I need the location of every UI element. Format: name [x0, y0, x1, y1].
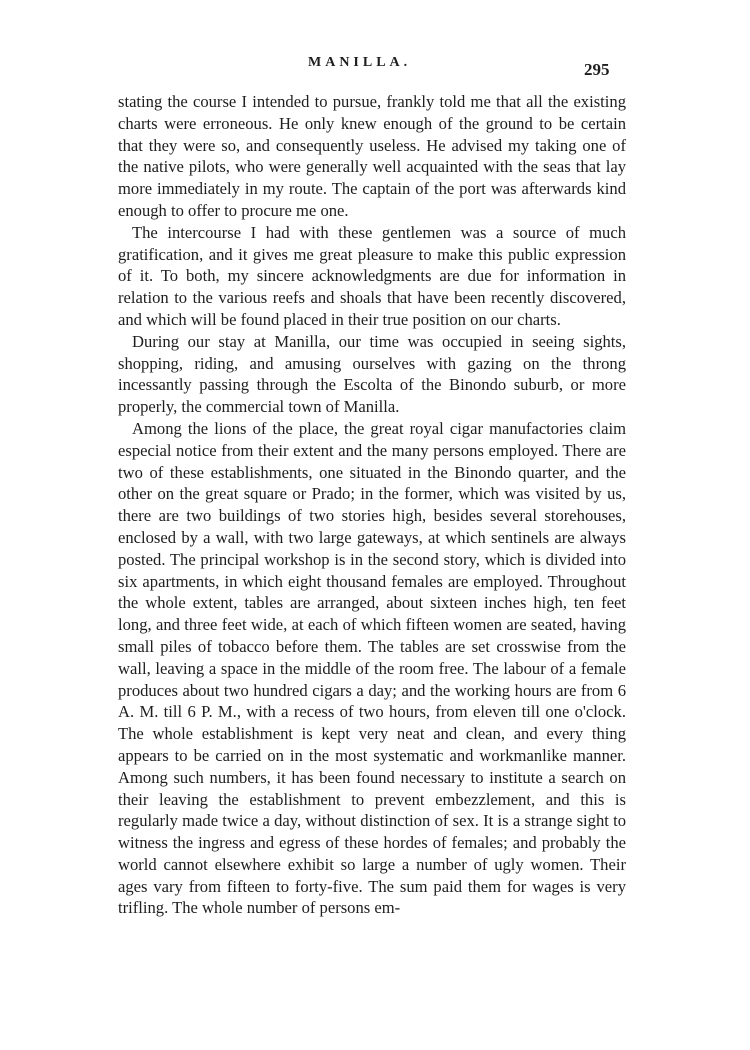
paragraph: stating the course I intended to pursue, frankly told me that all the existing charts were erroneous. He only knew enough of the ground to be certain that they were so, and consequently useless. He advised my taking one of the native pilots, who were generally well acquainted with the seas that lay more immediately in my route. The captain of the port was afterwards kind enough to offer to procure me one.	[118, 92, 626, 220]
body-text	[118, 91, 626, 919]
page-number: 295	[584, 60, 610, 79]
paragraph: During our stay at Manilla, our time was occupied in seeing sights, shopping, riding, and amusing ourselves with gazing on the throng incessantly passing through the Escolta of the Binondo suburb, or more properly, the commercial town of Manilla.	[118, 331, 626, 417]
paragraph: The intercourse I had with these gentlemen was a source of much gratification, and it gives me great pleasure to make this public expression of it. To both, my sincere acknowledgments are due for information in relation to the various reefs and shoals that have been recently discovered, and which will be found placed in their true position on our charts.	[118, 222, 626, 329]
running-title: MANILLA.	[308, 55, 412, 70]
paragraph: Among the lions of the place, the great royal cigar manufactories claim especial notice from their extent and the many persons employed. There are two of these establishments, one situated in the Binondo quarter, and the other on the great square or Prado; in the former, which was visited by us, there are two buildings of two stories high, besides several storehouses, enclosed by a wall, with two large gateways, at which sentinels are always posted. The principal workshop is in the second story, which is divided into six apartments, in which eight thousand females are employed. Throughout the whole extent, tables are arranged, about sixteen inches high, ten feet long, and three feet wide, at each of which fifteen women are seated, having small piles of tobacco before them. The tables are set crosswise from the wall, leaving a space in the middle of the room free. The labour of a female produces about two hundred cigars a day; and the working hours are from 6 A. M. till 6 P. M., with a recess of two hours, from eleven till one o'clock. The whole establishment is kept very neat and clean, and every thing appears to be carried on in the most systematic and workmanlike manner. Among such numbers, it has been found necessary to institute a search on their leaving the establishment to prevent embezzlement, and this is regularly made twice a day, without distinction of sex. It is a strange sight to witness the ingress and egress of these hordes of females; and probably the world cannot elsewhere exhibit so large a number of ugly women. Their ages vary from fifteen to forty-five. The sum paid them for wages is very trifling. The whole number of persons em-	[118, 418, 626, 918]
